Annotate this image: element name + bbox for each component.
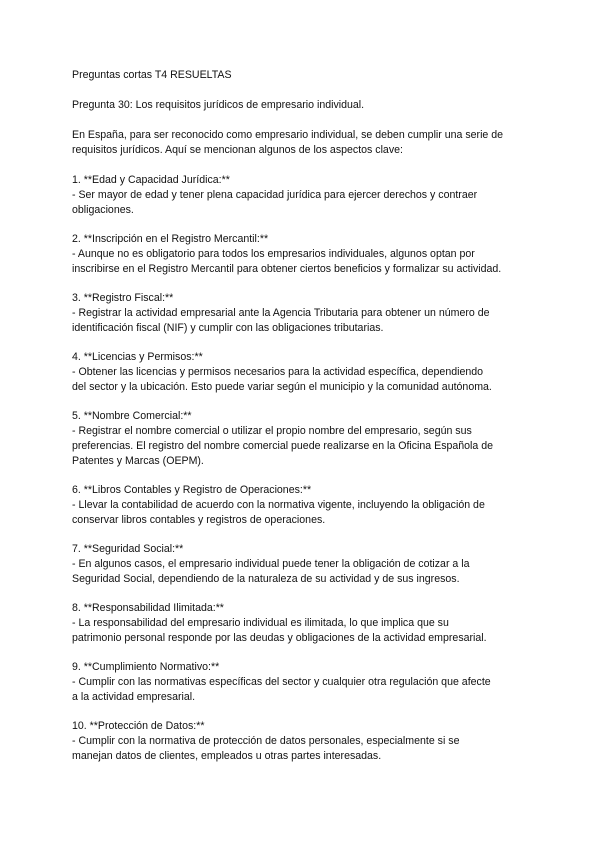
requirement-text: - En algunos casos, el empresario individual puede tener la obligación de cotizar a la: [72, 558, 470, 570]
requirement-item: [72, 601, 532, 646]
requirement-text: - Cumplir con las normativas específicas del sector y cualquier otra regulación que afecte: [72, 676, 491, 688]
requirement-heading: 1. **Edad y Capacidad Jurídica:**: [72, 174, 230, 186]
requirement-text: preferencias. El registro del nombre comercial puede realizarse en la Oficina Española de: [72, 440, 494, 452]
requirement-heading: 5. **Nombre Comercial:**: [72, 410, 192, 422]
requirement-item: [72, 232, 532, 277]
requirement-heading: 3. **Registro Fiscal:**: [72, 292, 174, 304]
requirement-text: - Registrar la actividad empresarial ante la Agencia Tributaria para obtener un número de: [72, 307, 490, 319]
requirement-text: - Obtener las licencias y permisos necesarios para la actividad específica, dependiendo: [72, 366, 484, 378]
intro-line: En España, para ser reconocido como empresario individual, se deben cumplir una serie de: [72, 129, 504, 141]
question-heading: Pregunta 30: Los requisitos jurídicos de empresario individual.: [72, 99, 365, 111]
requirement-text: obligaciones.: [72, 204, 134, 216]
requirement-text: - Ser mayor de edad y tener plena capacidad jurídica para ejercer derechos y contraer: [72, 189, 478, 201]
requirement-item: [72, 291, 532, 336]
requirement-heading: 2. **Inscripción en el Registro Mercantil:**: [72, 233, 269, 245]
intro-line: requisitos jurídicos. Aquí se mencionan algunos de los aspectos clave:: [72, 144, 403, 156]
requirement-heading: 9. **Cumplimiento Normativo:**: [72, 661, 220, 673]
requirement-text: - Cumplir con la normativa de protección de datos personales, especialmente si se: [72, 735, 460, 747]
requirement-text: - Aunque no es obligatorio para todos los empresarios individuales, algunos optan por: [72, 248, 475, 260]
requirement-heading: 10. **Protección de Datos:**: [72, 720, 205, 732]
requirement-text: identificación fiscal (NIF) y cumplir con las obligaciones tributarias.: [72, 322, 384, 334]
requirement-text: inscribirse en el Registro Mercantil para obtener ciertos beneficios y formalizar su actividad.: [72, 263, 502, 275]
document-title: Preguntas cortas T4 RESUELTAS: [72, 69, 232, 81]
intro-paragraph: [72, 128, 532, 158]
requirement-heading: 6. **Libros Contables y Registro de Operaciones:**: [72, 484, 312, 496]
requirement-text: - Llevar la contabilidad de acuerdo con la normativa vigente, incluyendo la obligación de: [72, 499, 485, 511]
requirement-text: patrimonio personal responde por las deudas y obligaciones de la actividad empresarial.: [72, 632, 487, 644]
requirement-item: [72, 173, 532, 218]
document-page: [72, 68, 532, 778]
requirement-text: Seguridad Social, dependiendo de la naturaleza de su actividad y de sus ingresos.: [72, 573, 460, 585]
requirement-text: a la actividad empresarial.: [72, 691, 196, 703]
requirement-text: manejan datos de clientes, empleados u otras partes interesadas.: [72, 750, 382, 762]
requirement-item: [72, 542, 532, 587]
requirement-text: del sector y la ubicación. Esto puede variar según el municipio y la comunidad autónoma.: [72, 381, 492, 393]
requirement-text: conservar libros contables y registros de operaciones.: [72, 514, 326, 526]
requirement-item: [72, 660, 532, 705]
requirement-heading: 4. **Licencias y Permisos:**: [72, 351, 203, 363]
requirement-item: [72, 719, 532, 764]
requirement-text: - Registrar el nombre comercial o utilizar el propio nombre del empresario, según sus: [72, 425, 472, 437]
requirement-item: [72, 409, 532, 469]
requirement-heading: 7. **Seguridad Social:**: [72, 543, 184, 555]
requirement-text: - La responsabilidad del empresario individual es ilimitada, lo que implica que su: [72, 617, 449, 629]
requirement-item: [72, 483, 532, 528]
requirement-text: Patentes y Marcas (OEPM).: [72, 455, 204, 467]
requirement-item: [72, 350, 532, 395]
requirement-heading: 8. **Responsabilidad Ilimitada:**: [72, 602, 224, 614]
